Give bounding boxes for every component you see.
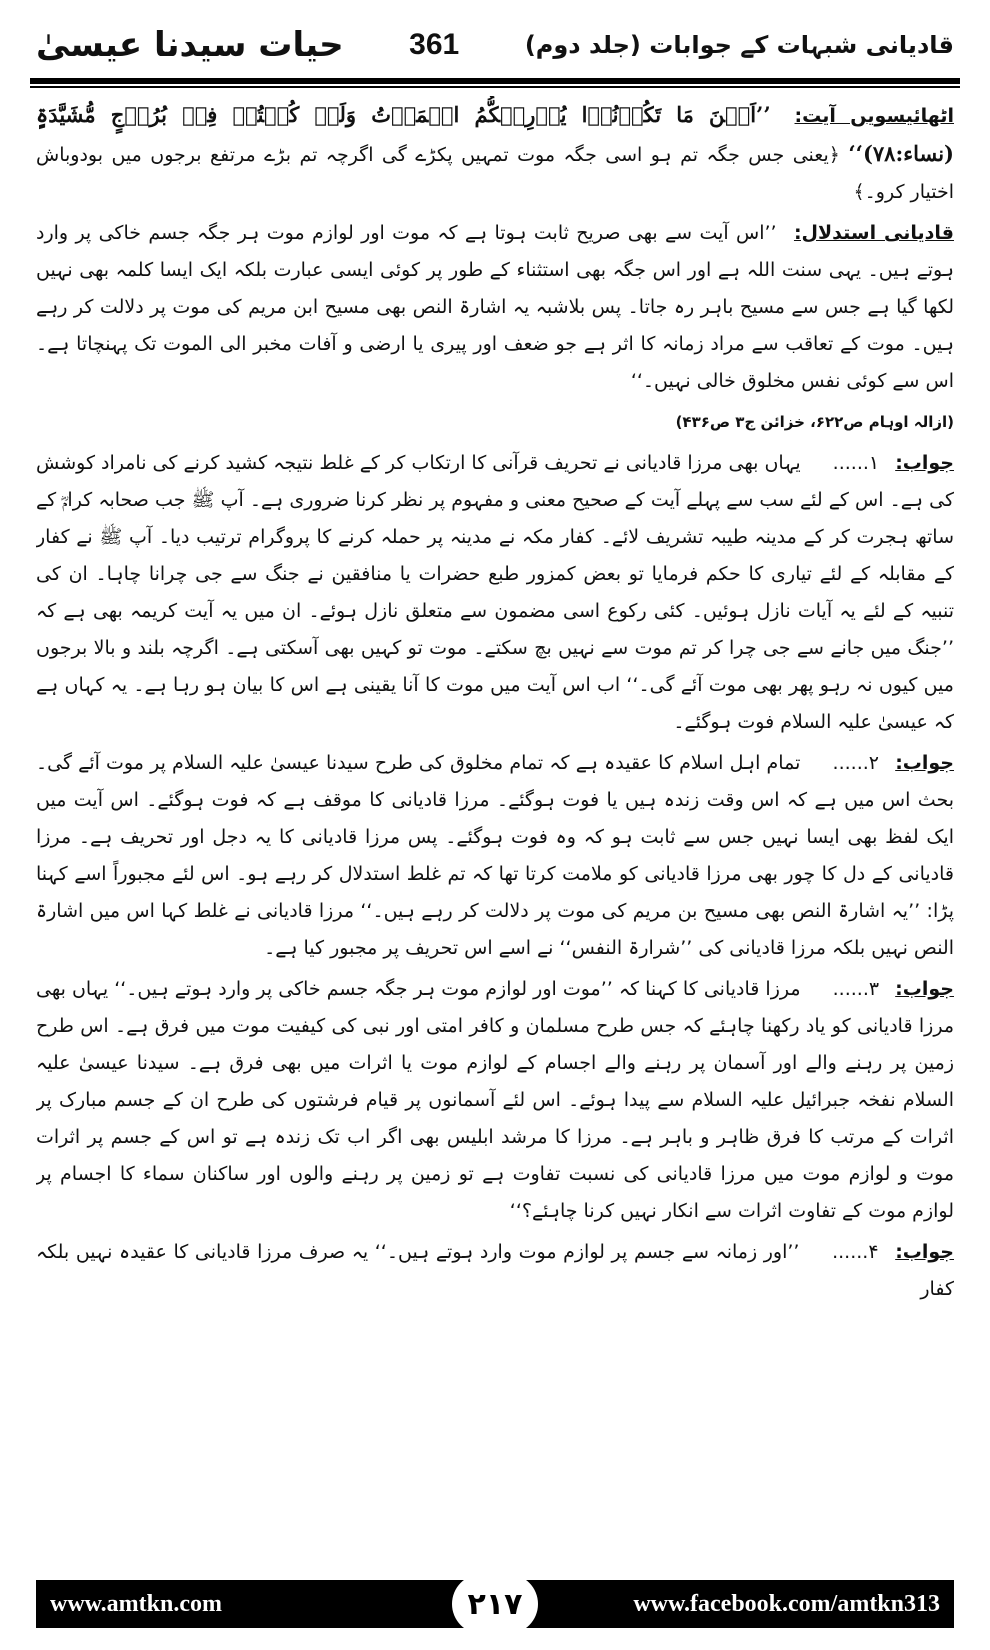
- citation: (ازالہ اوہام ص۶۲۲، خزائن ج۳ ص۴۳۶): [675, 413, 954, 431]
- argument-text: ’’اس آیت سے بھی صریح ثابت ہوتا ہے کہ موت اور لوازم موت ہر جگہ جسم خاکی پر وارد ہوتے ہیں۔ یہی سنت اللہ ہے اور اس جگہ بھی استثناء کے طور پر کوئی ایسی عبارت بلکہ ایک ایسا کلمہ بھی نہیں لکھا گیا ہے جس سے مسیح باہر رہ جاتا۔ پس بلاشبہ یہ اشارۃ النص بھی مسیح ابن مریم کی موت پر دلالت کر رہے ہیں۔ موت کے تعاقب سے مراد زمانہ کا اثر ہے جو ضعف اور پیری یا ارضی و آفات مخبر الی الموت تک پہنچاتا ہے۔ اس سے کوئی نفس مخلوق خالی نہیں۔‘‘: [36, 222, 954, 392]
- page-body: [36, 96, 954, 1568]
- answer-number: ۴......: [832, 1241, 879, 1263]
- answer-text: تمام اہل اسلام کا عقیدہ ہے کہ تمام مخلوق کی طرح سیدنا عیسیٰ علیہ السلام پر موت آئے گی۔ بحث اس میں ہے کہ اس وقت زندہ ہیں یا فوت ہوگئے۔ مرزا قادیانی کا موقف ہے کہ فوت ہوگئے۔ اس آیت میں ایک لفظ بھی ایسا نہیں جس سے ثابت ہو کہ وہ فوت ہوگئے۔ پس مرزا قادیانی کا یہ دجل اور تحریف ہے۔ مرزا قادیانی کے دل کا چور بھی مرزا قادیانی کو ملامت کرتا تھا کہ تم غلط استدلال کر رہے ہو۔ اس لئے مجبوراً اسے کہنا پڑا: ’’یہ اشارۃ النص بھی مسیح بن مریم کی موت پر دلالت کر رہے ہیں۔‘‘ مرزا قادیانی نے غلط کہا اس میں اشارۃ النص نہیں بلکہ مرزا قادیانی کی ’’شرارۃ النفس‘‘ نے اسے اس تحریف پر مجبور کیا ہے۔: [36, 752, 954, 959]
- header-page-number: 361: [409, 28, 460, 61]
- website-link[interactable]: www.amtkn.com: [50, 1590, 222, 1617]
- answer-text: مرزا قادیانی کا کہنا کہ ’’موت اور لوازم موت ہر جگہ جسم خاکی پر وارد ہوتے ہیں۔‘‘ یہاں بھی مرزا قادیانی کو یاد رکھنا چاہئے کہ جس طرح مسلمان و کافر امتی اور نبی کی کیفیت موت میں فرق ہے۔ اس طرح زمین پر رہنے والے اور آسمان پر رہنے والے اجسام کے لوازم موت یا اثرات میں بھی فرق ہے۔ سیدنا عیسیٰ علیہ السلام نفخہ جبرائیل علیہ السلام سے پیدا ہوئے۔ اس لئے آسمانوں پر قیام فرشتوں کی طرح ان کے جسم مبارک پر اثرات کے مرتب کا فرق ظاہر و باہر ہے۔ مرزا کا مرشد ابلیس بھی اگر اب تک زندہ ہے تو اس کے جسم پر اثرات موت و لوازم موت میں مرزا قادیانی کی نسبت تفاوت ہے تو زمین پر رہنے والوں اور ساکنان سماء کا اجسام پر لوازم موت کے تفاوت اثرات سے انکار نہیں کرنا چاہئے؟‘‘: [36, 978, 954, 1222]
- answer-3: [36, 971, 954, 1230]
- answer-1: [36, 445, 954, 741]
- verse-translation: ﴿یعنی جس جگہ تم ہو اسی جگہ موت تمہیں پکڑے گی اگرچہ تم بڑے مرتفع برجوں میں بودوباش اختیار کرو۔﴾: [36, 144, 954, 203]
- argument-paragraph: [36, 215, 954, 400]
- page-footer: [36, 1580, 954, 1628]
- header-title: حیات سیدنا عیسیٰ: [36, 25, 344, 65]
- answer-label: جواب:: [895, 752, 954, 774]
- answer-label: جواب:: [895, 1241, 954, 1263]
- footer-page-number: ۲۱۷: [452, 1574, 538, 1634]
- answer-label: جواب:: [895, 978, 954, 1000]
- header-divider-thin: [30, 86, 960, 88]
- answer-number: ۳......: [832, 978, 880, 1000]
- page-header: [30, 14, 960, 76]
- answer-number: ۱......: [832, 452, 880, 474]
- answer-text: یہاں بھی مرزا قادیانی نے تحریف قرآنی کا ارتکاب کر کے غلط نتیجہ کشید کرنے کی نامراد کوشش کی ہے۔ اس کے لئے سب سے پہلے آیت کے صحیح معنی و مفہوم پر نظر کرنا ضروری ہے۔ آپ ﷺ جب صحابہ کرامؓ کے ساتھ ہجرت کر کے مدینہ طیبہ تشریف لائے۔ کفار مکہ نے مدینہ پر حملہ کرنے کا پروگرام ترتیب دیا۔ آپ ﷺ نے کفار کے مقابلہ کے لئے تیاری کا حکم فرمایا تو بعض کمزور طبع حضرات یا منافقین نے جنگ سے جی چرانا چاہا۔ ان کی تنبیہ کے لئے یہ آیات نازل ہوئیں۔ کئی رکوع اسی مضمون سے متعلق نازل ہوئے۔ ان میں یہ آیت کریمہ بھی ہے کہ ’’جنگ میں جانے سے جی چرا کر تم موت سے نہیں بچ سکتے۔ موت تو کہیں بھی آسکتی ہے۔ اگرچہ بلند و بالا برجوں میں کیوں نہ رہو پھر بھی موت آئے گی۔‘‘ اب اس آیت میں موت کا آنا یقینی ہے اس کا بیان ہو رہا ہے۔ یہ کہاں ہے کہ عیسیٰ علیہ السلام فوت ہوگئے۔: [36, 452, 954, 733]
- answer-4: [36, 1234, 954, 1308]
- facebook-link[interactable]: www.facebook.com/amtkn313: [633, 1590, 940, 1617]
- answer-number: ۲......: [832, 752, 880, 774]
- answer-label: جواب:: [895, 452, 954, 474]
- verse-label: اٹھائیسویں آیت:: [794, 105, 954, 127]
- header-subtitle: قادیانی شبہات کے جوابات (جلد دوم): [524, 31, 954, 59]
- answer-text: ’’اور زمانہ سے جسم پر لوازم موت وارد ہوتے ہیں۔‘‘ یہ صرف مرزا قادیانی کا عقیدہ نہیں بلکہ کفار: [36, 1241, 954, 1300]
- answer-2: [36, 745, 954, 967]
- quran-verse: ’’اَیۡنَ مَا تَکُوۡنُوۡا یُدۡرِکۡکُّمُ الۡمَوۡتُ وَلَوۡ کُنۡتُمۡ فِیۡ بُرُوۡجٍ مُّشَیَّدَۃٍ (نساء:۷۸)‘‘: [36, 102, 954, 166]
- verse-paragraph: [36, 96, 954, 211]
- argument-label: قادیانی استدلال:: [793, 222, 954, 244]
- header-divider: [30, 78, 960, 84]
